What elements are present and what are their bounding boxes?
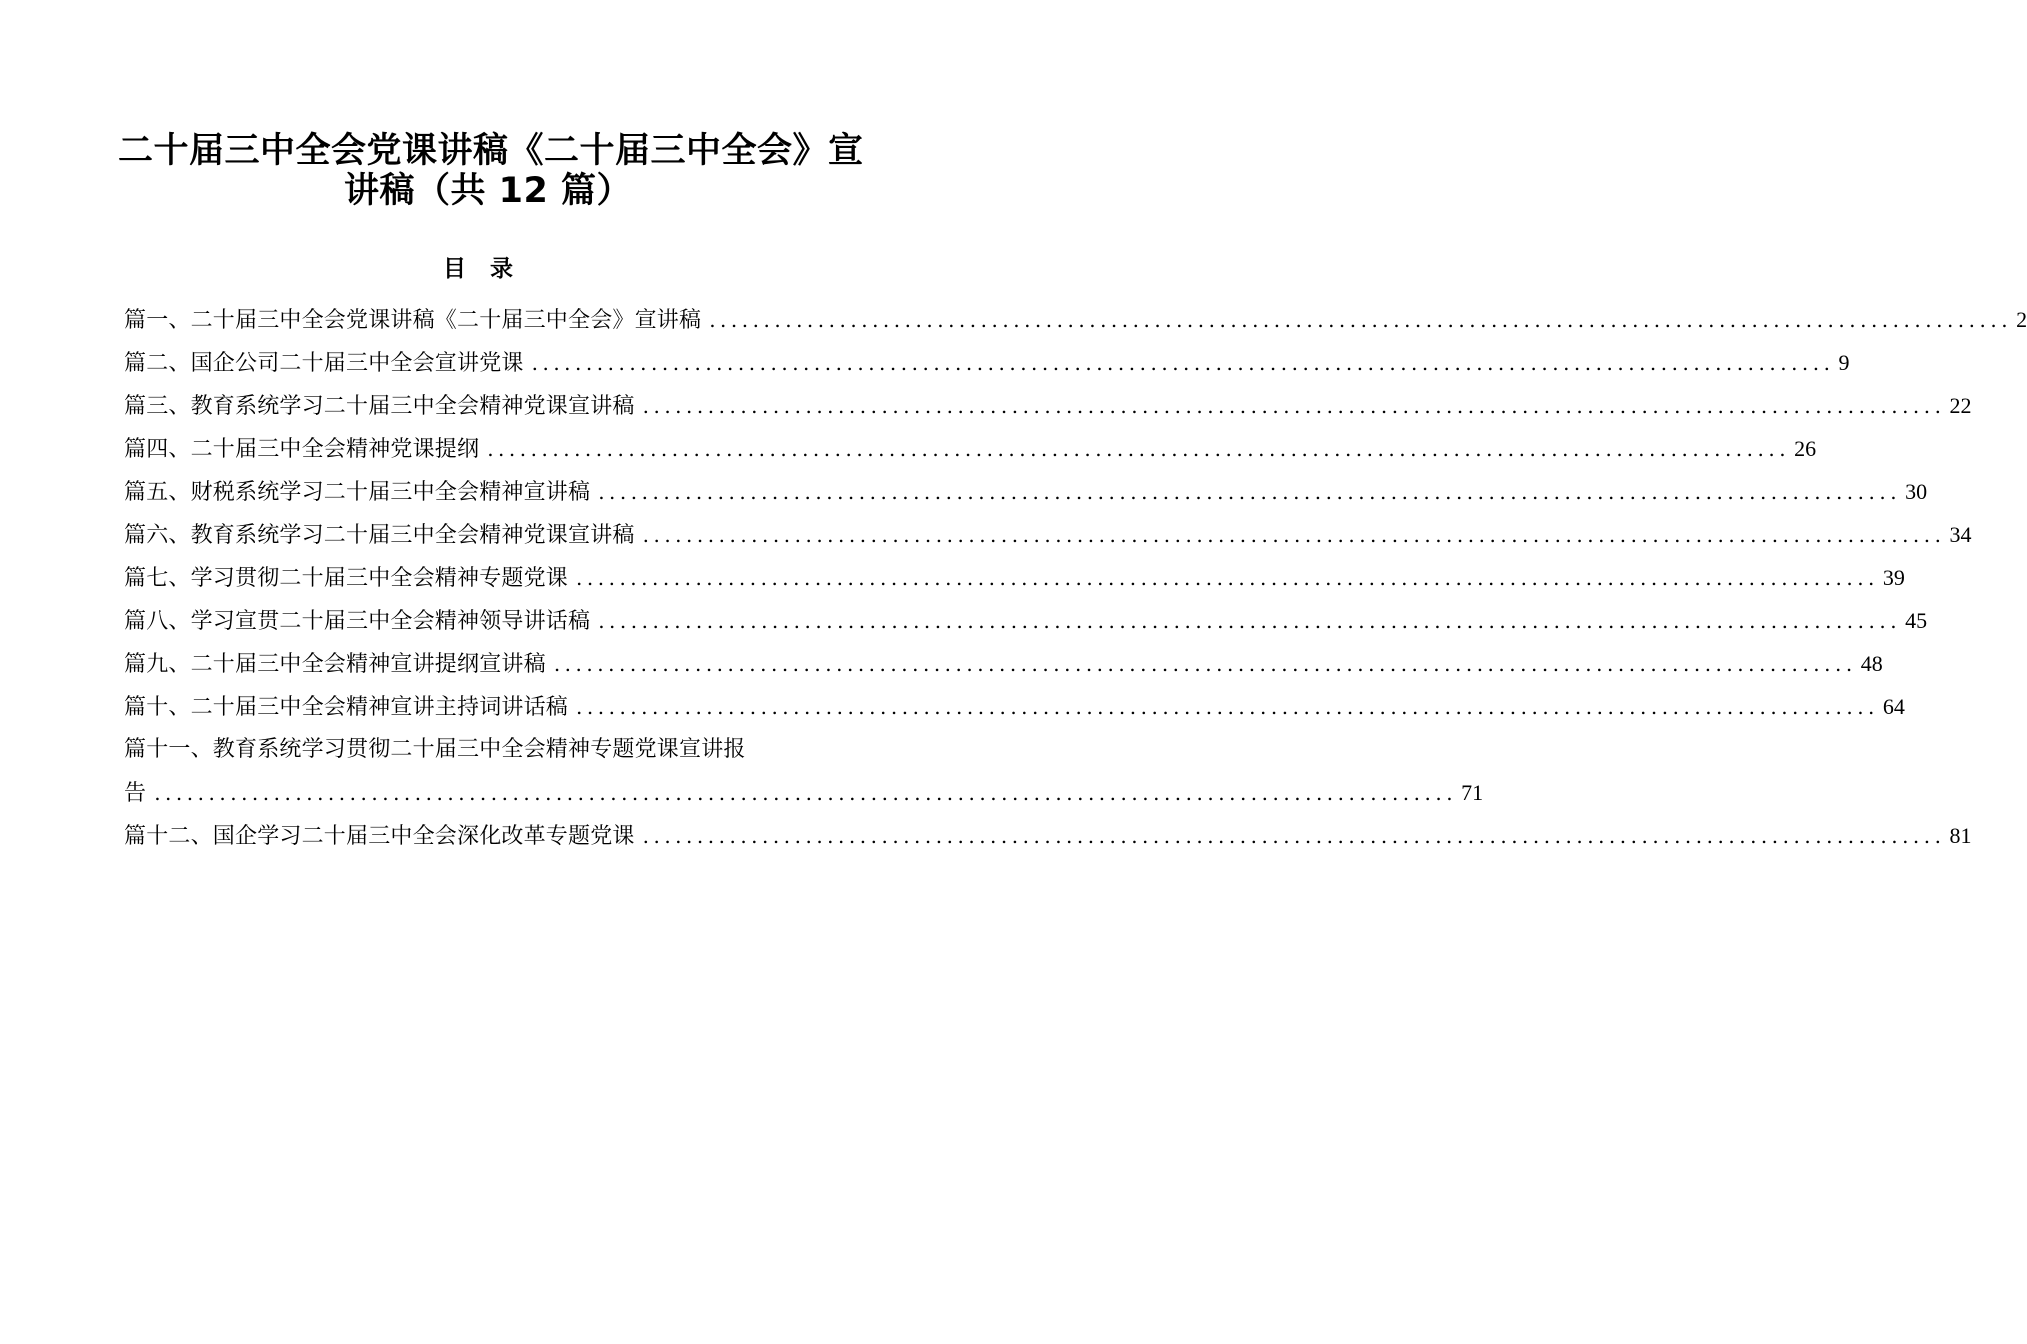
toc-leader-dots: ........................................................................................................................ xyxy=(598,480,1902,504)
toc-entry-label: 篇十二、国企学习二十届三中全会深化改革专题党课 xyxy=(124,824,635,849)
toc-entry-page: 30 xyxy=(1905,479,1928,504)
toc-entry[interactable] xyxy=(124,560,1905,603)
toc-entry[interactable] xyxy=(124,732,846,775)
toc-entry-label: 篇七、学习贯彻二十届三中全会精神专题党课 xyxy=(124,566,569,591)
toc-leader-dots: ........................................................................................................................ xyxy=(598,609,1902,633)
toc-entry-page: 81 xyxy=(1949,823,1972,848)
toc-leader-dots: ........................................................................................................................ xyxy=(642,394,1946,418)
toc-entry-label: 篇十、二十届三中全会精神宣讲主持词讲话稿 xyxy=(124,695,569,720)
toc-entry-page: 39 xyxy=(1882,565,1905,590)
toc-leader-dots: ........................................................................................................................ xyxy=(642,523,1946,547)
toc-leader-dots: ........................................................................................................................ xyxy=(642,824,1946,848)
toc-entry-page: 45 xyxy=(1905,608,1928,633)
toc-entry-page: 64 xyxy=(1882,694,1905,719)
toc-entry[interactable] xyxy=(124,388,1972,431)
toc-entry-label: 篇五、财税系统学习二十届三中全会精神宣讲稿 xyxy=(124,480,591,505)
toc-entry[interactable] xyxy=(124,517,1972,560)
toc-entry-page: 34 xyxy=(1949,522,1972,547)
toc-entry-label: 篇二、国企公司二十届三中全会宣讲党课 xyxy=(124,351,524,376)
toc-entry-page: 71 xyxy=(1461,780,1484,805)
toc-entry-continuation[interactable] xyxy=(124,775,1484,818)
toc-leader-dots: ........................................................................................................................ xyxy=(487,437,1791,461)
toc-entry-label: 篇九、二十届三中全会精神宣讲提纲宣讲稿 xyxy=(124,652,546,677)
toc-entry-label: 篇三、教育系统学习二十届三中全会精神党课宣讲稿 xyxy=(124,394,635,419)
toc-entry[interactable] xyxy=(124,302,2027,345)
toc-leader-dots: ........................................................................................................................ xyxy=(154,781,1458,805)
toc-leader-dots: ........................................................................................................................ xyxy=(576,695,1879,719)
document-title-line-2: 讲稿（共 12 篇） xyxy=(343,171,633,211)
toc-leader-dots: ........................................................................................................................ xyxy=(553,652,1857,676)
toc-entry[interactable] xyxy=(124,345,1850,388)
toc-entry-label: 篇四、二十届三中全会精神党课提纲 xyxy=(124,437,480,462)
toc-entry[interactable] xyxy=(124,818,1972,861)
toc-entry-label: 篇八、学习宣贯二十届三中全会精神领导讲话稿 xyxy=(124,609,591,634)
table-of-contents xyxy=(124,302,2027,861)
document-title-line-1: 二十届三中全会党课讲稿《二十届三中全会》宣 xyxy=(118,131,864,171)
toc-leader-dots: ........................................................................................................................ xyxy=(576,566,1879,590)
toc-leader-dots: ........................................................................................................................ xyxy=(709,308,2013,332)
toc-entry-page: 2 xyxy=(2016,307,2027,332)
toc-leader-dots: ........................................................................................................................ xyxy=(531,351,1835,375)
toc-entry-page: 26 xyxy=(1794,436,1817,461)
toc-entry-label: 篇一、二十届三中全会党课讲稿《二十届三中全会》宣讲稿 xyxy=(124,308,702,333)
toc-entry-page: 22 xyxy=(1949,393,1972,418)
toc-entry-label: 篇六、教育系统学习二十届三中全会精神党课宣讲稿 xyxy=(124,523,635,548)
toc-entry-label-continued: 告 xyxy=(124,781,147,806)
toc-heading: 目录 xyxy=(443,256,537,282)
toc-entry[interactable] xyxy=(124,646,1883,689)
toc-entry-page: 9 xyxy=(1838,350,1850,375)
toc-entry-label: 篇十一、教育系统学习贯彻二十届三中全会精神专题党课宣讲报 xyxy=(124,737,746,762)
toc-entry[interactable] xyxy=(124,689,1905,732)
toc-entry-page: 48 xyxy=(1860,651,1883,676)
toc-entry[interactable] xyxy=(124,431,1817,474)
toc-entry[interactable] xyxy=(124,474,1928,517)
toc-entry[interactable] xyxy=(124,603,1928,646)
